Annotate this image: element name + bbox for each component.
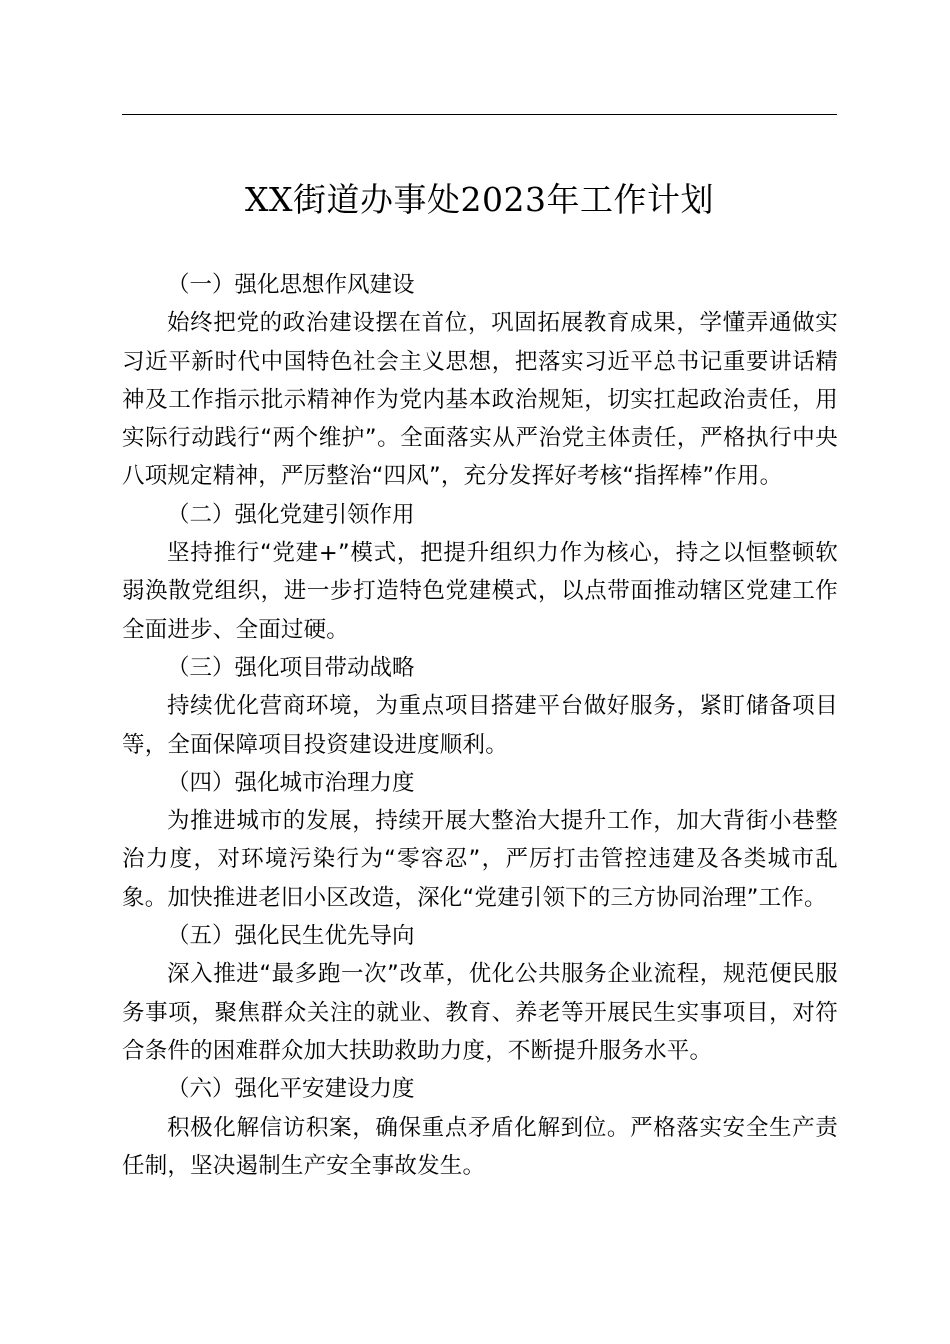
section-paragraph-1: 始终把党的政治建设摆在首位，巩固拓展教育成果，学懂弄通做实习近平新时代中国特色社会主义思想，把落实习近平总书记重要讲话精神及工作指示批示精神作为党内基本政治规矩，切实扛起政治责任，用实际行动践行“两个维护”。全面落实从严治党主体责任，严格执行中央八项规定精神，严厉整治“四风”，充分发挥好考核“指挥棒”作用。 (122, 310, 838, 490)
document-title: XX街道办事处2023年工作计划 (245, 180, 714, 219)
section-heading-3: （三）强化项目带动战略 (167, 654, 415, 681)
section-paragraph-5: 深入推进“最多跑一次”改革，优化公共服务企业流程，规范便民服务事项，聚焦群众关注的就业、教育、养老等开展民生实事项目，对符合条件的困难群众加大扶助救助力度，不断提升服务水平。 (122, 961, 838, 1064)
section-paragraph-4: 为推进城市的发展，持续开展大整治大提升工作，加大背街小巷整治力度，对环境污染行为“零容忍”，严厉打击管控违建及各类城市乱象。加快推进老旧小区改造，深化“党建引领下的三方协同治理”工作。 (122, 808, 838, 911)
section-paragraph-3: 持续优化营商环境，为重点项目搭建平台做好服务，紧盯储备项目等，全面保障项目投资建设进度顺利。 (122, 693, 838, 758)
section-heading-4: （四）强化城市治理力度 (167, 769, 415, 796)
document-body (122, 266, 838, 1185)
section-heading-2: （二）强化党建引领作用 (167, 501, 415, 528)
section-heading-6: （六）强化平安建设力度 (167, 1076, 415, 1103)
header-rule (122, 114, 837, 115)
section-heading-5: （五）强化民生优先导向 (167, 923, 415, 950)
section-paragraph-2: 坚持推行“党建+”模式，把提升组织力作为核心，持之以恒整顿软弱涣散党组织，进一步打造特色党建模式，以点带面推动辖区党建工作全面进步、全面过硬。 (122, 540, 838, 643)
section-paragraph-6: 积极化解信访积案，确保重点矛盾化解到位。严格落实安全生产责任制，坚决遏制生产安全事故发生。 (122, 1114, 838, 1179)
section-heading-1: （一）强化思想作风建设 (167, 272, 415, 298)
